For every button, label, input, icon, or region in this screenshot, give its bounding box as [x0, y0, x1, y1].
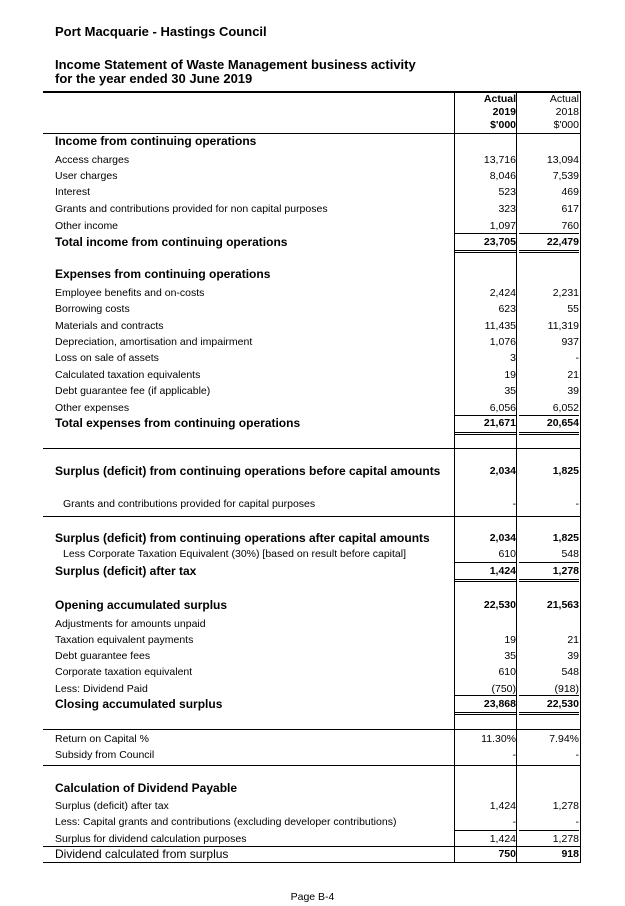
- table-row: Materials and contracts 11,435 11,319: [55, 320, 579, 332]
- total-row: Opening accumulated surplus 22,530 21,563: [55, 598, 579, 612]
- total-row: Total income from continuing operations 23,705 22,479: [55, 235, 579, 249]
- section-heading: Income from continuing operations: [55, 134, 257, 148]
- total-rule: [454, 579, 516, 582]
- section-heading: Calculation of Dividend Payable: [55, 781, 238, 795]
- total-rule: [454, 432, 516, 435]
- section-rule: [43, 765, 581, 766]
- title-line-2: for the year ended 30 June 2019: [55, 71, 253, 86]
- total-rule: [519, 432, 579, 435]
- total-row: Surplus (deficit) from continuing operations after capital amounts 2,034 1,825: [55, 531, 579, 545]
- table-row: Debt guarantee fees 35 39: [55, 650, 579, 662]
- column-header-2018: Actual 2018 $'000: [549, 93, 579, 131]
- section-rule: [43, 448, 581, 449]
- title-line-1: Income Statement of Waste Management business activity: [55, 57, 416, 72]
- total-rule: [519, 579, 579, 582]
- table-row: Surplus for dividend calculation purposes 1,424 1,278: [55, 833, 579, 845]
- table-row: Borrowing costs 623 55: [55, 303, 579, 315]
- total-rule: [454, 712, 516, 715]
- table-row: Loss on sale of assets 3 -: [55, 352, 579, 364]
- table-row: Grants and contributions provided for non capital purposes 323 617: [55, 203, 579, 215]
- table-row: Adjustments for amounts unpaid: [55, 618, 206, 630]
- table-row: Subsidy from Council - -: [55, 749, 579, 761]
- statement-title: [55, 58, 416, 86]
- total-row: Surplus (deficit) from continuing operations before capital amounts 2,034 1,825: [55, 464, 579, 478]
- total-rule: [519, 712, 579, 715]
- table-row: Taxation equivalent payments 19 21: [55, 634, 579, 646]
- table-row: Less: Dividend Paid (750) (918): [55, 683, 579, 695]
- dividend-row: Dividend calculated from surplus 750 918: [55, 847, 579, 861]
- table-row: Other income 1,097 760: [55, 220, 579, 232]
- table-bottom-rule: [43, 862, 581, 863]
- table-row: Less: Capital grants and contributions (excluding developer contributions) - -: [55, 816, 579, 828]
- total-row: Closing accumulated surplus 23,868 22,530: [55, 697, 579, 711]
- table-row: Debt guarantee fee (if applicable) 35 39: [55, 385, 579, 397]
- table-row: Surplus (deficit) after tax 1,424 1,278: [55, 800, 579, 812]
- section-heading: Expenses from continuing operations: [55, 267, 271, 281]
- table-row: Other expenses 6,056 6,052: [55, 402, 579, 414]
- table-row: Depreciation, amortisation and impairment 1,076 937: [55, 336, 579, 348]
- total-row: Total expenses from continuing operations 21,671 20,654: [55, 416, 579, 430]
- table-row: Access charges 13,716 13,094: [55, 154, 579, 166]
- table-row: Grants and contributions provided for capital purposes - -: [63, 498, 579, 510]
- table-row: User charges 8,046 7,539: [55, 170, 579, 182]
- table-row: Corporate taxation equivalent 610 548: [55, 666, 579, 678]
- table-row: Employee benefits and on-costs 2,424 2,231: [55, 287, 579, 299]
- table-row: Interest 523 469: [55, 186, 579, 198]
- table-row: Less Corporate Taxation Equivalent (30%) [based on result before capital] 610 548: [63, 548, 579, 560]
- section-rule: [43, 729, 581, 730]
- page-number: Page B-4: [290, 891, 335, 903]
- column-header-2019: Actual 2019 $'000: [483, 93, 516, 131]
- total-row: Surplus (deficit) after tax 1,424 1,278: [55, 564, 579, 578]
- total-rule: [519, 250, 579, 253]
- council-name: Port Macquarie - Hastings Council: [55, 24, 267, 39]
- table-row: Return on Capital % 11.30% 7.94%: [55, 733, 579, 745]
- table-row: Calculated taxation equivalents 19 21: [55, 369, 579, 381]
- total-rule: [454, 250, 516, 253]
- section-rule: [43, 516, 581, 517]
